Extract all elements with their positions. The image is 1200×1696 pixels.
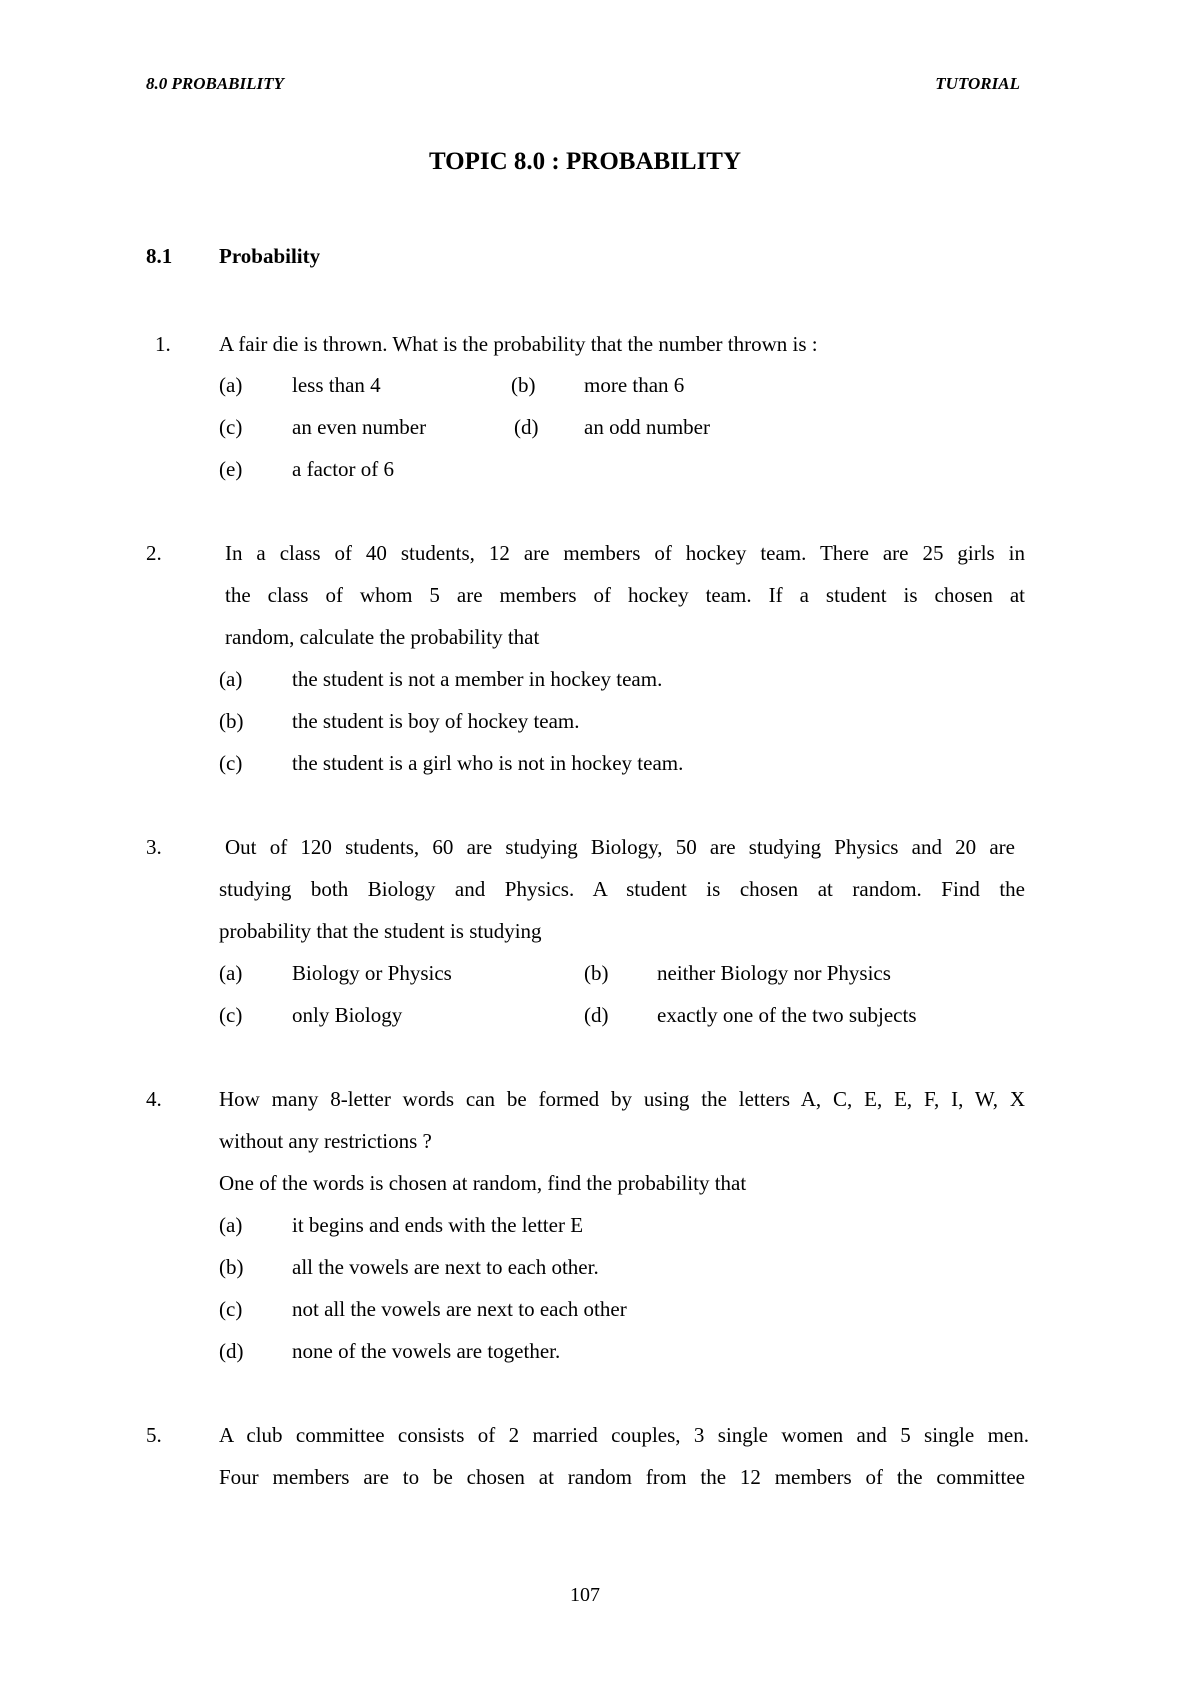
question-stem-line: probability that the student is studying <box>219 919 542 943</box>
option-label: (d) <box>514 415 539 439</box>
question-stem-line: One of the words is chosen at random, find the probability that <box>219 1171 747 1195</box>
option-text: not all the vowels are next to each other <box>292 1297 627 1321</box>
question-number: 3. <box>146 835 162 859</box>
option-label: (b) <box>219 709 244 733</box>
question-number: 4. <box>146 1087 162 1111</box>
question-stem-line: A club committee consists of 2 married couples, 3 single women and 5 single men. <box>219 1423 1029 1447</box>
option-text: the student is a girl who is not in hockey team. <box>292 751 684 775</box>
option-label: (a) <box>219 373 243 397</box>
question-stem-line: Out of 120 students, 60 are studying Biology, 50 are studying Physics and 20 are <box>225 835 1015 859</box>
question-stem-line: random, calculate the probability that <box>225 625 540 649</box>
option-text: all the vowels are next to each other. <box>292 1255 599 1279</box>
option-label: (b) <box>219 1255 244 1279</box>
option-label: (e) <box>219 457 243 481</box>
question-stem-line: the class of whom 5 are members of hockey team. If a student is chosen at <box>225 583 1025 607</box>
option-label: (a) <box>219 961 243 985</box>
option-label: (a) <box>219 1213 243 1237</box>
option-text: an even number <box>292 415 427 439</box>
option-label: (a) <box>219 667 243 691</box>
option-text: an odd number <box>584 415 710 439</box>
option-text: exactly one of the two subjects <box>657 1003 917 1027</box>
page-title: TOPIC 8.0 : PROBABILITY <box>428 148 742 175</box>
page-number: 107 <box>570 1584 600 1606</box>
question-stem-line: How many 8-letter words can be formed by using the letters A, C, E, E, F, I, W, X <box>219 1087 1025 1111</box>
running-header-right: TUTORIAL <box>935 74 1020 93</box>
option-label: (c) <box>219 1297 243 1321</box>
question-number: 2. <box>146 541 162 565</box>
option-label: (d) <box>219 1339 244 1363</box>
option-label: (c) <box>219 415 243 439</box>
option-label: (b) <box>584 961 609 985</box>
option-text: only Biology <box>292 1003 403 1027</box>
option-text: less than 4 <box>292 373 381 397</box>
section-title: Probability <box>219 244 321 268</box>
section-number: 8.1 <box>146 244 173 268</box>
question-stem: A fair die is thrown. What is the probability that the number thrown is : <box>219 332 818 356</box>
option-text: it begins and ends with the letter E <box>292 1213 584 1237</box>
running-header-left: 8.0 PROBABILITY <box>146 74 284 93</box>
option-label: (d) <box>584 1003 609 1027</box>
option-text: none of the vowels are together. <box>292 1339 561 1363</box>
option-label: (c) <box>219 751 243 775</box>
question-number: 1. <box>155 332 171 356</box>
option-label: (b) <box>511 373 536 397</box>
question-stem-line: without any restrictions ? <box>219 1129 432 1153</box>
option-label: (c) <box>219 1003 243 1027</box>
option-text: neither Biology nor Physics <box>657 961 891 985</box>
question-stem-line: studying both Biology and Physics. A student is chosen at random. Find the <box>219 877 1025 901</box>
option-text: more than 6 <box>584 373 685 397</box>
option-text: a factor of 6 <box>292 457 395 481</box>
question-number: 5. <box>146 1423 162 1447</box>
option-text: the student is not a member in hockey team. <box>292 667 663 691</box>
option-text: Biology or Physics <box>292 961 452 985</box>
question-stem-line: Four members are to be chosen at random from the 12 members of the committee <box>219 1465 1025 1489</box>
question-stem-line: In a class of 40 students, 12 are members of hockey team. There are 25 girls in <box>225 541 1025 565</box>
option-text: the student is boy of hockey team. <box>292 709 580 733</box>
